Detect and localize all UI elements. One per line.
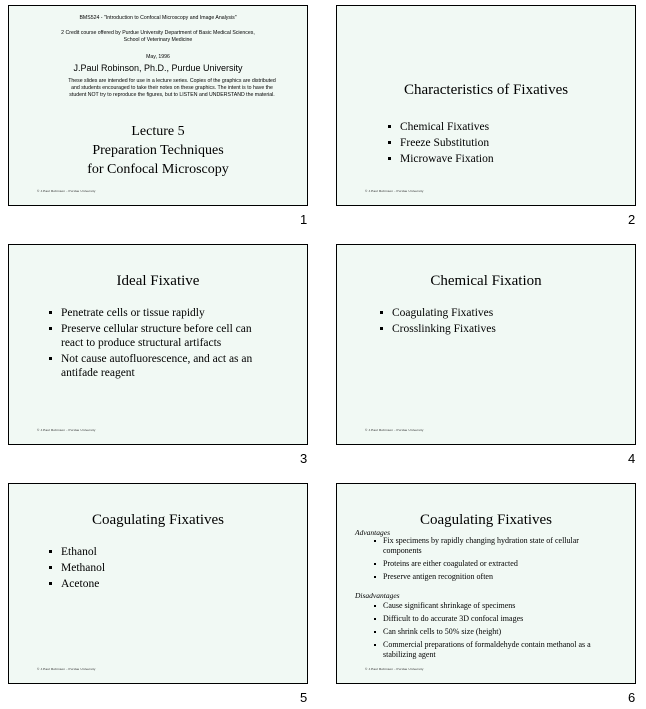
list-item: Proteins are either coagulated or extracted bbox=[373, 559, 617, 569]
slide-title: Coagulating Fixatives bbox=[419, 512, 553, 528]
slide-footer: © J.Paul Robinson - Purdue University bbox=[365, 189, 424, 193]
slide-title: Characteristics of Fixatives bbox=[403, 82, 569, 98]
slide-6[interactable] bbox=[336, 483, 636, 684]
list-item: Acetone bbox=[48, 577, 105, 591]
advantages-list bbox=[373, 536, 617, 585]
slide-footer: © J.Paul Robinson - Purdue University bbox=[37, 428, 96, 432]
disadvantages-label: Disadvantages bbox=[355, 591, 400, 600]
bullet-list bbox=[48, 306, 273, 382]
slide-number: 6 bbox=[628, 690, 636, 705]
list-item: Commercial preparations of formaldehyde contain methanol as a stabilizing agent bbox=[373, 640, 617, 660]
lecture-title-line-1: Preparation Techniques bbox=[92, 143, 224, 158]
slide-5[interactable] bbox=[8, 483, 308, 684]
course-header: BMS524 - "Introduction to Confocal Microscopy and Image Analysis" bbox=[79, 15, 237, 21]
list-item: Not cause autofluorescence, and act as an antifade reagent bbox=[48, 352, 273, 380]
slide-1[interactable] bbox=[8, 5, 308, 206]
bullet-list bbox=[379, 306, 496, 338]
list-item: Preserve cellular structure before cell can react to produce structural artifacts bbox=[48, 322, 273, 350]
slide-number: 5 bbox=[300, 690, 308, 705]
bullet-list bbox=[48, 545, 105, 593]
list-item: Freeze Substitution bbox=[387, 136, 494, 150]
list-item: Penetrate cells or tissue rapidly bbox=[48, 306, 273, 320]
disadvantages-list bbox=[373, 601, 617, 663]
slide-footer: © J.Paul Robinson - Purdue University bbox=[37, 189, 96, 193]
list-item: Chemical Fixatives bbox=[387, 120, 494, 134]
advantages-label: Advantages bbox=[355, 528, 390, 537]
slide-3[interactable] bbox=[8, 244, 308, 445]
course-date: May, 1996 bbox=[146, 54, 170, 60]
list-item: Fix specimens by rapidly changing hydration state of cellular components bbox=[373, 536, 617, 556]
list-item: Difficult to do accurate 3D confocal images bbox=[373, 614, 617, 624]
list-item: Methanol bbox=[48, 561, 105, 575]
list-item: Can shrink cells to 50% size (height) bbox=[373, 627, 617, 637]
bullet-list bbox=[387, 120, 494, 168]
slide-number: 4 bbox=[628, 451, 636, 466]
slide-footer: © J.Paul Robinson - Purdue University bbox=[37, 667, 96, 671]
list-item: Ethanol bbox=[48, 545, 105, 559]
slide-number: 1 bbox=[300, 212, 308, 227]
slide-title: Ideal Fixative bbox=[116, 273, 200, 289]
slide-footer: © J.Paul Robinson - Purdue University bbox=[365, 667, 424, 671]
course-author: J.Paul Robinson, Ph.D., Purdue University bbox=[73, 63, 243, 73]
course-notice: These slides are intended for use in a lecture series. Copies of the graphics are distributed and students encouraged to take their notes on these graphics. The intent is to have the student NOT try to reproduce the figures, but to LISTEN and UNDERSTAND the material. bbox=[68, 78, 276, 98]
slide-2[interactable] bbox=[336, 5, 636, 206]
slide-4[interactable] bbox=[336, 244, 636, 445]
slide-title: Chemical Fixation bbox=[430, 273, 542, 289]
list-item: Preserve antigen recognition often bbox=[373, 572, 617, 582]
list-item: Coagulating Fixatives bbox=[379, 306, 496, 320]
list-item: Crosslinking Fixatives bbox=[379, 322, 496, 336]
lecture-title-line-2: for Confocal Microscopy bbox=[87, 162, 229, 177]
list-item: Microwave Fixation bbox=[387, 152, 494, 166]
slide-title: Coagulating Fixatives bbox=[91, 512, 225, 528]
lecture-number: Lecture 5 bbox=[131, 124, 185, 139]
slide-footer: © J.Paul Robinson - Purdue University bbox=[365, 428, 424, 432]
slide-number: 3 bbox=[300, 451, 308, 466]
list-item: Cause significant shrinkage of specimens bbox=[373, 601, 617, 611]
slide-number: 2 bbox=[628, 212, 636, 227]
course-credit: 2 Credit course offered by Purdue University Department of Basic Medical Sciences, School of Veterinary Medicine bbox=[61, 30, 255, 43]
